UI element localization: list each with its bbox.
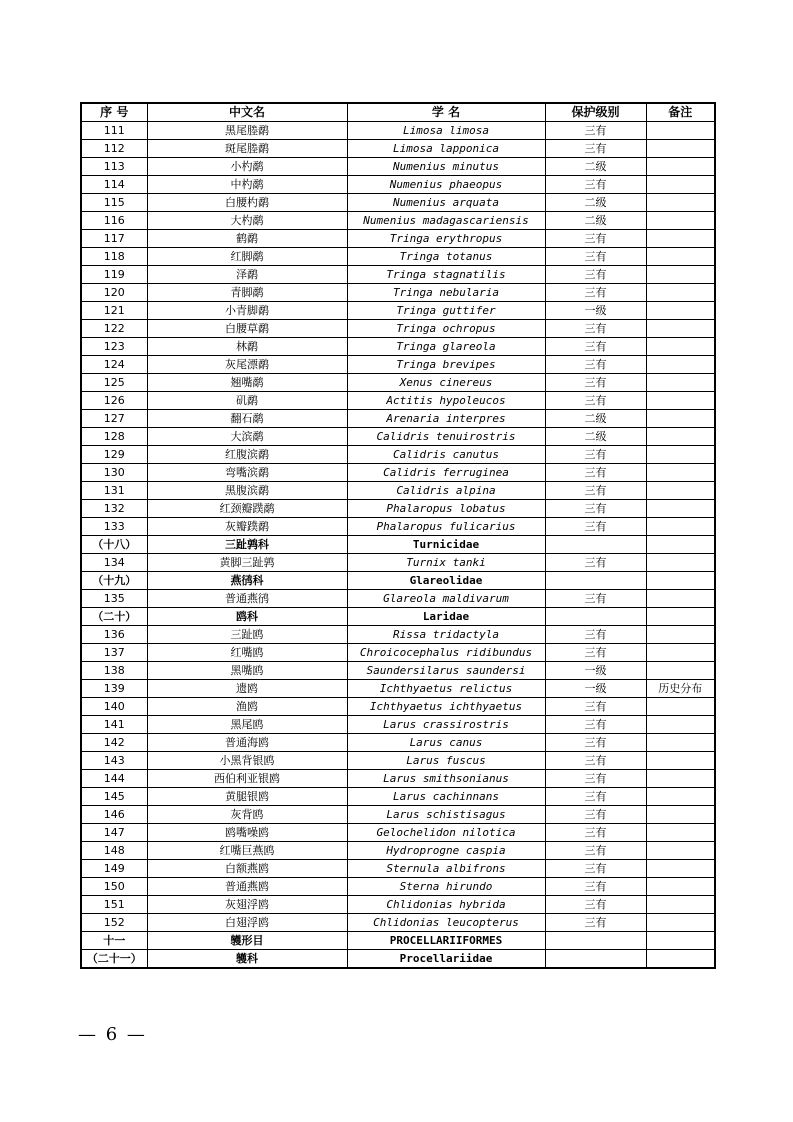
cell-remarks (646, 806, 715, 824)
cell-protection-level: 三有 (545, 824, 646, 842)
cell-remarks (646, 536, 715, 554)
table-row (81, 464, 715, 482)
cell-remarks (646, 320, 715, 338)
table-row (81, 662, 715, 680)
table-row (81, 518, 715, 536)
header-protection-level: 保护级别 (545, 103, 646, 122)
cell-protection-level: 三有 (545, 374, 646, 392)
cell-scientific-name: Ichthyaetus ichthyaetus (347, 698, 545, 716)
cell-scientific-name: Larus crassirostris (347, 716, 545, 734)
cell-scientific-name: Sternula albifrons (347, 860, 545, 878)
cell-remarks (646, 392, 715, 410)
cell-number: 144 (81, 770, 147, 788)
cell-number: 135 (81, 590, 147, 608)
cell-number: 142 (81, 734, 147, 752)
cell-remarks (646, 734, 715, 752)
cell-remarks (646, 824, 715, 842)
cell-scientific-name: PROCELLARIIFORMES (347, 932, 545, 950)
cell-protection-level: 三有 (545, 122, 646, 140)
cell-chinese-name: 矶鹬 (147, 392, 347, 410)
cell-scientific-name: Tringa erythropus (347, 230, 545, 248)
cell-protection-level: 二级 (545, 158, 646, 176)
cell-protection-level: 三有 (545, 752, 646, 770)
cell-remarks (646, 248, 715, 266)
cell-protection-level (545, 608, 646, 626)
cell-protection-level: 三有 (545, 338, 646, 356)
cell-scientific-name: Larus cachinnans (347, 788, 545, 806)
cell-protection-level: 三有 (545, 284, 646, 302)
cell-number: 114 (81, 176, 147, 194)
table-row (81, 194, 715, 212)
cell-scientific-name: Turnix tanki (347, 554, 545, 572)
cell-scientific-name: Rissa tridactyla (347, 626, 545, 644)
cell-number: 143 (81, 752, 147, 770)
table-row (81, 788, 715, 806)
cell-remarks (646, 554, 715, 572)
cell-remarks (646, 212, 715, 230)
table-group-row (81, 932, 715, 950)
cell-number: 128 (81, 428, 147, 446)
table-row (81, 266, 715, 284)
table-row (81, 554, 715, 572)
cell-chinese-name: 黑尾塍鹬 (147, 122, 347, 140)
cell-chinese-name: 鸥科 (147, 608, 347, 626)
species-table (80, 102, 716, 969)
cell-remarks (646, 896, 715, 914)
cell-number: 131 (81, 482, 147, 500)
cell-number: 112 (81, 140, 147, 158)
cell-protection-level: 三有 (545, 482, 646, 500)
cell-number: 136 (81, 626, 147, 644)
table-row (81, 446, 715, 464)
cell-protection-level: 三有 (545, 248, 646, 266)
table-row (81, 158, 715, 176)
table-row (81, 878, 715, 896)
cell-number: （十八） (81, 536, 147, 554)
cell-remarks (646, 752, 715, 770)
table-row (81, 284, 715, 302)
table-row (81, 626, 715, 644)
cell-protection-level: 二级 (545, 410, 646, 428)
cell-remarks (646, 842, 715, 860)
cell-number: 125 (81, 374, 147, 392)
cell-protection-level (545, 932, 646, 950)
cell-chinese-name: 红嘴巨燕鸥 (147, 842, 347, 860)
cell-remarks (646, 356, 715, 374)
table-row (81, 824, 715, 842)
cell-chinese-name: 三趾鸥 (147, 626, 347, 644)
table-group-row (81, 950, 715, 969)
cell-chinese-name: 黄腿银鸥 (147, 788, 347, 806)
cell-scientific-name: Turnicidae (347, 536, 545, 554)
cell-scientific-name: Ichthyaetus relictus (347, 680, 545, 698)
cell-number: 139 (81, 680, 147, 698)
table-group-row (81, 536, 715, 554)
table-row (81, 500, 715, 518)
table-row (81, 374, 715, 392)
table-row (81, 806, 715, 824)
cell-number: 126 (81, 392, 147, 410)
cell-chinese-name: 灰瓣蹼鹬 (147, 518, 347, 536)
cell-protection-level: 三有 (545, 698, 646, 716)
cell-scientific-name: Saundersilarus saundersi (347, 662, 545, 680)
cell-number: 115 (81, 194, 147, 212)
table-group-row (81, 572, 715, 590)
cell-remarks (646, 284, 715, 302)
cell-remarks (646, 698, 715, 716)
cell-protection-level: 一级 (545, 680, 646, 698)
table-group-row (81, 608, 715, 626)
cell-protection-level: 三有 (545, 590, 646, 608)
cell-remarks (646, 158, 715, 176)
cell-number: 113 (81, 158, 147, 176)
cell-chinese-name: 泽鹬 (147, 266, 347, 284)
cell-scientific-name: Limosa lapponica (347, 140, 545, 158)
cell-chinese-name: 西伯利亚银鸥 (147, 770, 347, 788)
cell-scientific-name: Calidris alpina (347, 482, 545, 500)
cell-number: 140 (81, 698, 147, 716)
cell-number: 149 (81, 860, 147, 878)
cell-scientific-name: Numenius madagascariensis (347, 212, 545, 230)
cell-scientific-name: Tringa totanus (347, 248, 545, 266)
table-row (81, 752, 715, 770)
cell-remarks (646, 482, 715, 500)
cell-remarks (646, 302, 715, 320)
cell-chinese-name: 白腰草鹬 (147, 320, 347, 338)
cell-protection-level: 三有 (545, 770, 646, 788)
table-row (81, 302, 715, 320)
table-row (81, 248, 715, 266)
cell-remarks (646, 860, 715, 878)
table-body (81, 122, 715, 969)
cell-number: 116 (81, 212, 147, 230)
cell-scientific-name: Xenus cinereus (347, 374, 545, 392)
cell-protection-level: 三有 (545, 734, 646, 752)
cell-remarks (646, 788, 715, 806)
cell-number: 145 (81, 788, 147, 806)
cell-number: 121 (81, 302, 147, 320)
cell-remarks (646, 410, 715, 428)
cell-number: 133 (81, 518, 147, 536)
cell-protection-level: 三有 (545, 914, 646, 932)
cell-remarks (646, 140, 715, 158)
cell-remarks (646, 644, 715, 662)
cell-number: 120 (81, 284, 147, 302)
table-row (81, 356, 715, 374)
cell-scientific-name: Numenius phaeopus (347, 176, 545, 194)
cell-chinese-name: 翘嘴鹬 (147, 374, 347, 392)
cell-remarks: 历史分布 (646, 680, 715, 698)
cell-chinese-name: 黑尾鸥 (147, 716, 347, 734)
cell-remarks (646, 716, 715, 734)
cell-protection-level: 二级 (545, 212, 646, 230)
cell-chinese-name: 小杓鹬 (147, 158, 347, 176)
cell-protection-level: 三有 (545, 230, 646, 248)
cell-remarks (646, 500, 715, 518)
table-row (81, 770, 715, 788)
cell-chinese-name: 鸥嘴噪鸥 (147, 824, 347, 842)
cell-remarks (646, 374, 715, 392)
cell-chinese-name: 中杓鹬 (147, 176, 347, 194)
cell-scientific-name: Hydroprogne caspia (347, 842, 545, 860)
table-row (81, 410, 715, 428)
cell-scientific-name: Numenius minutus (347, 158, 545, 176)
cell-number: 148 (81, 842, 147, 860)
cell-chinese-name: 三趾鹑科 (147, 536, 347, 554)
cell-protection-level: 三有 (545, 626, 646, 644)
cell-number: 150 (81, 878, 147, 896)
cell-scientific-name: Calidris tenuirostris (347, 428, 545, 446)
cell-chinese-name: 弯嘴滨鹬 (147, 464, 347, 482)
cell-scientific-name: Arenaria interpres (347, 410, 545, 428)
cell-scientific-name: Tringa stagnatilis (347, 266, 545, 284)
cell-number: 123 (81, 338, 147, 356)
cell-chinese-name: 渔鸥 (147, 698, 347, 716)
header-scientific-name: 学 名 (347, 103, 545, 122)
cell-chinese-name: 遗鸥 (147, 680, 347, 698)
cell-remarks (646, 770, 715, 788)
cell-remarks (646, 464, 715, 482)
table-row (81, 212, 715, 230)
cell-remarks (646, 230, 715, 248)
cell-scientific-name: Sterna hirundo (347, 878, 545, 896)
cell-chinese-name: 小黑背银鸥 (147, 752, 347, 770)
cell-number: 146 (81, 806, 147, 824)
cell-scientific-name: Limosa limosa (347, 122, 545, 140)
cell-protection-level: 三有 (545, 464, 646, 482)
cell-scientific-name: Numenius arquata (347, 194, 545, 212)
cell-remarks (646, 914, 715, 932)
cell-chinese-name: 小青脚鹬 (147, 302, 347, 320)
cell-protection-level: 三有 (545, 356, 646, 374)
cell-protection-level: 三有 (545, 518, 646, 536)
cell-chinese-name: 红颈瓣蹼鹬 (147, 500, 347, 518)
cell-scientific-name: Chlidonias leucopterus (347, 914, 545, 932)
cell-scientific-name: Larus smithsonianus (347, 770, 545, 788)
cell-scientific-name: Tringa ochropus (347, 320, 545, 338)
cell-scientific-name: Larus canus (347, 734, 545, 752)
cell-protection-level: 三有 (545, 716, 646, 734)
cell-protection-level: 三有 (545, 266, 646, 284)
cell-number: 122 (81, 320, 147, 338)
cell-remarks (646, 950, 715, 969)
cell-scientific-name: Glareola maldivarum (347, 590, 545, 608)
cell-protection-level: 三有 (545, 644, 646, 662)
table-row (81, 680, 715, 698)
cell-chinese-name: 黑腹滨鹬 (147, 482, 347, 500)
cell-scientific-name: Chlidonias hybrida (347, 896, 545, 914)
cell-remarks (646, 428, 715, 446)
cell-scientific-name: Actitis hypoleucos (347, 392, 545, 410)
table-row (81, 392, 715, 410)
cell-remarks (646, 878, 715, 896)
table-row (81, 860, 715, 878)
cell-number: 132 (81, 500, 147, 518)
cell-remarks (646, 572, 715, 590)
table-row (81, 122, 715, 140)
cell-scientific-name: Gelochelidon nilotica (347, 824, 545, 842)
cell-chinese-name: 大杓鹬 (147, 212, 347, 230)
cell-protection-level: 三有 (545, 788, 646, 806)
header-chinese-name: 中文名 (147, 103, 347, 122)
cell-number: 124 (81, 356, 147, 374)
cell-number: 141 (81, 716, 147, 734)
cell-remarks (646, 122, 715, 140)
cell-number: 111 (81, 122, 147, 140)
cell-scientific-name: Phalaropus lobatus (347, 500, 545, 518)
table-row (81, 716, 715, 734)
cell-number: 152 (81, 914, 147, 932)
cell-number: 130 (81, 464, 147, 482)
cell-remarks (646, 176, 715, 194)
cell-scientific-name: Tringa guttifer (347, 302, 545, 320)
cell-number: 137 (81, 644, 147, 662)
cell-scientific-name: Larus fuscus (347, 752, 545, 770)
cell-protection-level: 一级 (545, 662, 646, 680)
table-row (81, 230, 715, 248)
cell-protection-level: 三有 (545, 446, 646, 464)
table-row (81, 842, 715, 860)
table-row (81, 698, 715, 716)
cell-protection-level: 三有 (545, 896, 646, 914)
cell-scientific-name: Procellariidae (347, 950, 545, 969)
cell-chinese-name: 鹱形目 (147, 932, 347, 950)
cell-chinese-name: 黄脚三趾鹑 (147, 554, 347, 572)
cell-number: 134 (81, 554, 147, 572)
cell-number: 147 (81, 824, 147, 842)
table-row (81, 590, 715, 608)
cell-number: 118 (81, 248, 147, 266)
cell-chinese-name: 普通海鸥 (147, 734, 347, 752)
cell-remarks (646, 338, 715, 356)
cell-number: （二十） (81, 608, 147, 626)
cell-chinese-name: 鹱科 (147, 950, 347, 969)
cell-scientific-name: Glareolidae (347, 572, 545, 590)
cell-number: 151 (81, 896, 147, 914)
table-row (81, 644, 715, 662)
cell-scientific-name: Larus schistisagus (347, 806, 545, 824)
cell-chinese-name: 白腰杓鹬 (147, 194, 347, 212)
cell-remarks (646, 932, 715, 950)
cell-scientific-name: Tringa glareola (347, 338, 545, 356)
cell-protection-level: 二级 (545, 428, 646, 446)
cell-protection-level (545, 536, 646, 554)
cell-number: （十九） (81, 572, 147, 590)
cell-protection-level: 三有 (545, 860, 646, 878)
table-row (81, 914, 715, 932)
cell-chinese-name: 灰尾漂鹬 (147, 356, 347, 374)
cell-scientific-name: Tringa nebularia (347, 284, 545, 302)
cell-protection-level (545, 950, 646, 969)
cell-number: 127 (81, 410, 147, 428)
cell-protection-level: 三有 (545, 842, 646, 860)
cell-chinese-name: 红脚鹬 (147, 248, 347, 266)
cell-chinese-name: 大滨鹬 (147, 428, 347, 446)
cell-chinese-name: 翻石鹬 (147, 410, 347, 428)
table-row (81, 176, 715, 194)
cell-scientific-name: Calidris canutus (347, 446, 545, 464)
cell-protection-level: 三有 (545, 806, 646, 824)
cell-protection-level: 三有 (545, 554, 646, 572)
cell-chinese-name: 燕鸻科 (147, 572, 347, 590)
cell-chinese-name: 林鹬 (147, 338, 347, 356)
header-row (81, 103, 715, 122)
cell-protection-level: 三有 (545, 140, 646, 158)
cell-chinese-name: 普通燕鸥 (147, 878, 347, 896)
cell-number: 138 (81, 662, 147, 680)
cell-protection-level: 三有 (545, 392, 646, 410)
cell-chinese-name: 青脚鹬 (147, 284, 347, 302)
cell-protection-level: 三有 (545, 320, 646, 338)
cell-chinese-name: 红嘴鸥 (147, 644, 347, 662)
cell-protection-level (545, 572, 646, 590)
table-header (81, 103, 715, 122)
table-row (81, 140, 715, 158)
cell-number: 129 (81, 446, 147, 464)
cell-remarks (646, 590, 715, 608)
cell-chinese-name: 普通燕鸻 (147, 590, 347, 608)
cell-chinese-name: 斑尾塍鹬 (147, 140, 347, 158)
header-remarks: 备注 (646, 103, 715, 122)
cell-chinese-name: 鹤鹬 (147, 230, 347, 248)
cell-scientific-name: Tringa brevipes (347, 356, 545, 374)
cell-chinese-name: 白翅浮鸥 (147, 914, 347, 932)
page-number: — 6 — (78, 1024, 147, 1045)
table-row (81, 320, 715, 338)
cell-protection-level: 二级 (545, 194, 646, 212)
cell-protection-level: 一级 (545, 302, 646, 320)
table-row (81, 338, 715, 356)
cell-remarks (646, 518, 715, 536)
cell-number: （二十一） (81, 950, 147, 969)
table-row (81, 734, 715, 752)
cell-remarks (646, 266, 715, 284)
cell-number: 119 (81, 266, 147, 284)
cell-remarks (646, 194, 715, 212)
cell-chinese-name: 灰翅浮鸥 (147, 896, 347, 914)
cell-remarks (646, 626, 715, 644)
cell-remarks (646, 446, 715, 464)
table-row (81, 482, 715, 500)
cell-number: 十一 (81, 932, 147, 950)
cell-chinese-name: 白额燕鸥 (147, 860, 347, 878)
cell-scientific-name: Chroicocephalus ridibundus (347, 644, 545, 662)
table-row (81, 896, 715, 914)
cell-remarks (646, 662, 715, 680)
cell-scientific-name: Phalaropus fulicarius (347, 518, 545, 536)
header-number: 序 号 (81, 103, 147, 122)
cell-chinese-name: 红腹滨鹬 (147, 446, 347, 464)
cell-scientific-name: Laridae (347, 608, 545, 626)
cell-chinese-name: 黑嘴鸥 (147, 662, 347, 680)
cell-scientific-name: Calidris ferruginea (347, 464, 545, 482)
cell-number: 117 (81, 230, 147, 248)
cell-protection-level: 三有 (545, 500, 646, 518)
cell-protection-level: 三有 (545, 878, 646, 896)
cell-protection-level: 三有 (545, 176, 646, 194)
cell-remarks (646, 608, 715, 626)
cell-chinese-name: 灰背鸥 (147, 806, 347, 824)
table-row (81, 428, 715, 446)
